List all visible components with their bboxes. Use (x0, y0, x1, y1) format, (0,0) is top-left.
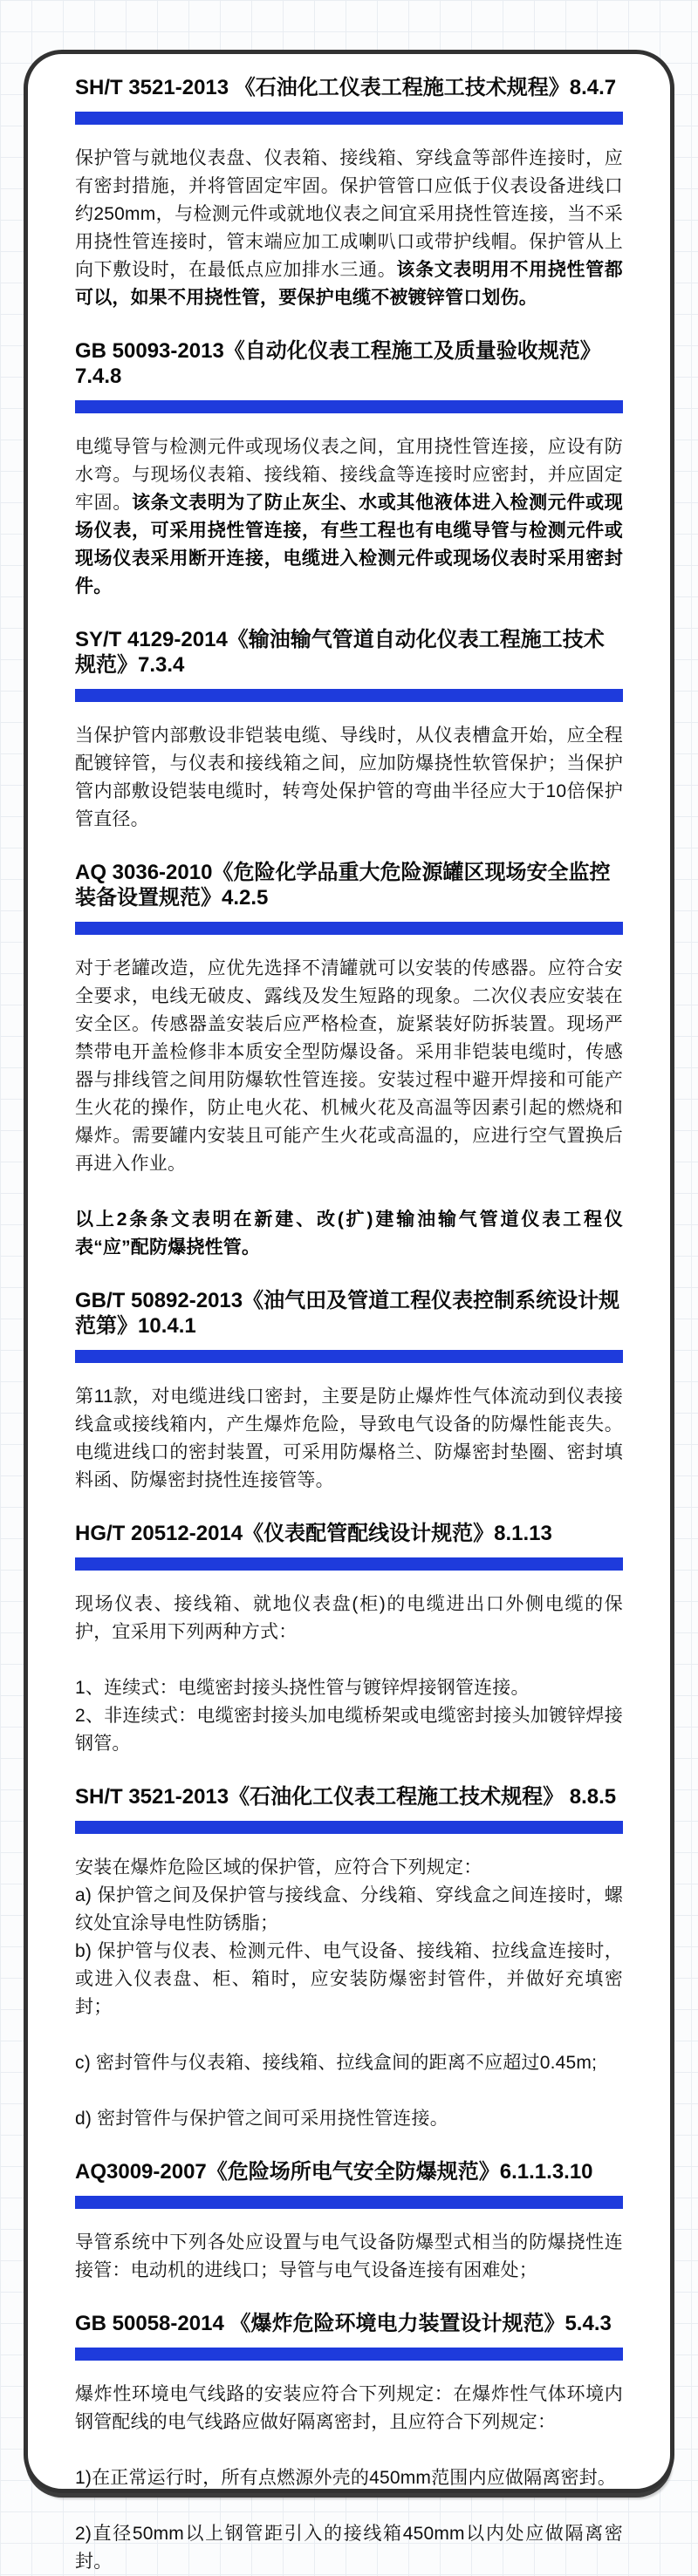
paragraph (75, 433, 623, 601)
paragraph (75, 1591, 623, 1646)
standard-section (75, 75, 623, 312)
paragraph (75, 722, 623, 834)
text-run: 当保护管内部敷设非铠装电缆、导线时，从仪表槽盒开始，应全程配镀锌管，与仪表和接线箱之间，应加防爆挠性软管保护；当保护管内部敷设铠装电缆时，转弯处保护管的弯曲半径应大于10倍保护管直径。 (75, 726, 623, 829)
blue-divider-bar (75, 2196, 623, 2209)
standard-heading: GB 50093-2013《自动化仪表工程施工及质量验收规范》7.4.8 (75, 339, 601, 388)
paragraph (75, 2049, 623, 2077)
text-run: 第11款，对电缆进线口密封，主要是防止爆炸性气体流动到仪表接线盒或接线箱内，产生爆炸危险，导致电气设备的防爆性能丧失。电缆进线口的密封装置，可采用防爆格兰、防爆密封垫圈、密封填料函、防爆密封挠性连接管等。 (75, 1387, 623, 1490)
text-run: 电缆导管与检测元件或现场仪表之间，宜用挠性管连接，应设有防水弯。与现场仪表箱、接线箱、接线盒等连接时应密封，并应固定牢固。 (75, 437, 623, 513)
text-run: 1、连续式：电缆密封接头挠性管与镀锌焊接钢管连接。 (75, 1678, 530, 1698)
text-run: 安装在爆炸危险区域的保护管，应符合下列规定： (75, 1857, 482, 1877)
blue-divider-bar (75, 1557, 623, 1571)
text-run: 2、非连续式：电缆密封接头加电缆桥架或电缆密封接头加镀锌焊接钢管。 (75, 1706, 623, 1754)
blue-divider-bar (75, 1821, 623, 1834)
paragraph (75, 1854, 623, 1882)
sections-container (75, 75, 623, 2576)
standard-heading: SY/T 4129-2014《输油输气管道自动化仪表工程施工技术规范》7.3.4 (75, 628, 605, 677)
bold-text-run: 该条文表明为了防止灰尘、水或其他液体进入检测元件或现场仪表，可采用挠性管连接，有些工程也有电缆导管与检测元件或现场仪表采用断开连接，电缆进入检测元件或现场仪表时采用密封件。 (75, 493, 623, 596)
blue-divider-bar (75, 400, 623, 413)
standard-heading: SH/T 3521-2013 《石油化工仪表工程施工技术规程》8.4.7 (75, 76, 617, 99)
standard-section (75, 1784, 623, 2133)
paragraph (75, 1674, 623, 1702)
text-run: 爆炸性环境电气线路的安装应符合下列规定：在爆炸性气体环境内钢管配线的电气线路应做好隔离密封，且应符合下列规定： (75, 2384, 623, 2432)
blue-divider-bar (75, 1350, 623, 1363)
paragraph (75, 145, 623, 312)
article-card (24, 50, 674, 2572)
blue-divider-bar (75, 689, 623, 702)
blue-divider-bar (75, 2348, 623, 2361)
paragraph (75, 1702, 623, 1758)
standard-section (75, 2311, 623, 2576)
paragraph (75, 2520, 623, 2576)
standard-section (75, 627, 623, 834)
text-run: 保护管与就地仪表盘、仪表箱、接线箱、穿线盒等部件连接时，应有密封措施，并将管固定牢固。保护管管口应低于仪表设备进线口约250mm，与检测元件或就地仪表之间宜采用挠性管连接，当不采用挠性管连接时，管末端应加工成喇叭口或带护线帽。保护管从上向下敷设时，在最低点应加排水三通。 (75, 148, 623, 280)
standard-heading: AQ3009-2007《危险场所电气安全防爆规范》6.1.1.3.10 (75, 2160, 593, 2184)
paragraph (75, 1383, 623, 1495)
standard-section (75, 860, 623, 1262)
paragraph (75, 1206, 623, 1262)
standard-section (75, 338, 623, 601)
text-run: b) 保护管与仪表、检测元件、电气设备、接线箱、拉线盒连接时，或进入仪表盘、柜、箱时，应安装防爆密封管件，并做好充填密封； (75, 1941, 623, 2017)
paragraph (75, 2464, 623, 2492)
text-run: 对于老罐改造，应优先选择不清罐就可以安装的传感器。应符合安全要求，电线无破皮、露线及发生短路的现象。二次仪表应安装在安全区。传感器盖安装后应严格检查，旋紧装好防拆装置。现场严禁带电开盖检修非本质安全型防爆设备。采用非铠装电缆时，传感器与排线管之间用防爆软性管连接。安装过程中避开焊接和可能产生火花的操作，防止电火花、机械火花及高温等因素引起的燃烧和爆炸。需要罐内安装且可能产生火花或高温的，应进行空气置换后再进入作业。 (75, 958, 623, 1174)
text-run: a) 保护管之间及保护管与接线盒、分线箱、穿线盒之间连接时，螺纹处宜涂导电性防锈脂； (75, 1885, 623, 1933)
text-run: 2)直径50mm以上钢管距引入的接线箱450mm以内处应做隔离密封。 (75, 2524, 623, 2572)
standard-heading: AQ 3036-2010《危险化学品重大危险源罐区现场安全监控装备设置规范》4.2.5 (75, 861, 611, 910)
blue-divider-bar (75, 922, 623, 935)
paragraph (75, 1938, 623, 2021)
bold-text-run: 以上2条条文表明在新建、改(扩)建输油输气管道仪表工程仪表“应”配防爆挠性管。 (75, 1210, 623, 1257)
standard-heading: SH/T 3521-2013《石油化工仪表工程施工技术规程》 8.8.5 (75, 1785, 617, 1809)
standard-section (75, 2159, 623, 2285)
standard-heading: GB 50058-2014 《爆炸危险环境电力装置设计规范》5.4.3 (75, 2312, 612, 2335)
text-run: 现场仪表、接线箱、就地仪表盘(柜)的电缆进出口外侧电缆的保护，宜采用下列两种方式： (75, 1594, 623, 1642)
standard-section (75, 1521, 623, 1758)
blue-divider-bar (75, 112, 623, 125)
text-run: d) 密封管件与保护管之间可采用挠性管连接。 (75, 2109, 448, 2129)
paragraph (75, 1882, 623, 1938)
paragraph (75, 955, 623, 1178)
bold-text-run: 该条文表明用不用挠性管都可以，如果不用挠性管，要保护电缆不被镀锌管口划伤。 (75, 260, 623, 308)
standard-heading: GB/T 50892-2013《油气田及管道工程仪表控制系统设计规范第》10.4.1 (75, 1289, 620, 1338)
standard-section (75, 1288, 623, 1495)
text-run: c) 密封管件与仪表箱、接线箱、拉线盒间的距离不应超过0.45m; (75, 2053, 598, 2073)
text-run: 导管系统中下列各处应设置与电气设备防爆型式相当的防爆挠性连接管：电动机的进线口；导管与电气设备连接有困难处； (75, 2232, 623, 2280)
paragraph (75, 2381, 623, 2436)
paragraph (75, 2105, 623, 2133)
standard-heading: HG/T 20512-2014《仪表配管配线设计规范》8.1.13 (75, 1522, 552, 1545)
text-run: 1)在正常运行时，所有点燃源外壳的450mm范围内应做隔离密封。 (75, 2468, 617, 2488)
paragraph (75, 2229, 623, 2285)
